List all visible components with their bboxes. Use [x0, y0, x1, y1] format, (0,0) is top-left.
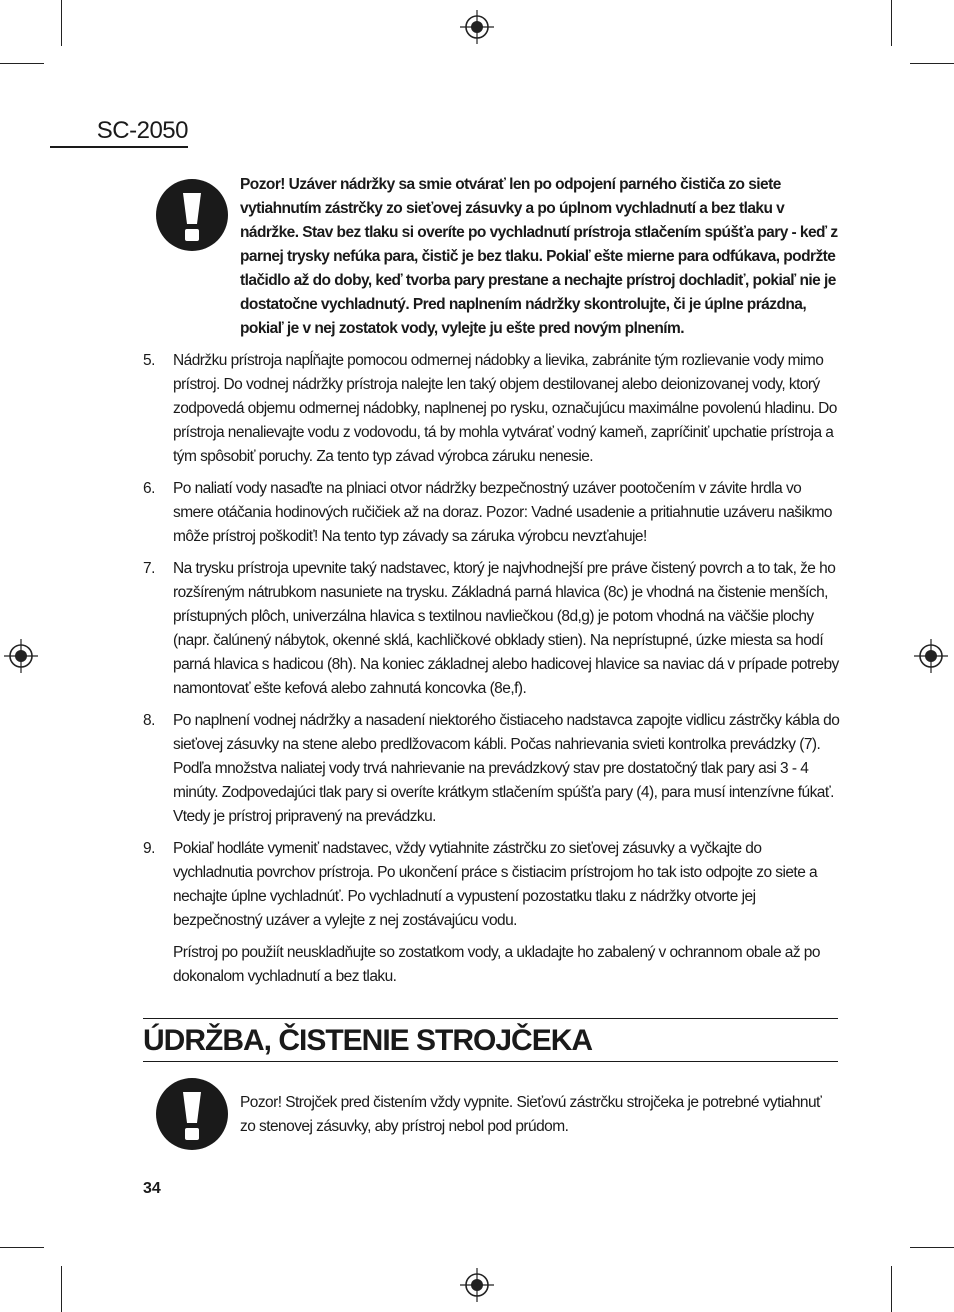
list-item-text: Na trysku prístroja upevnite taký nadstavec, ktorý je najvhodnejší pre práve čistený povrch a to tak, že ho rozšíreným nátrubkom nasuniete na trysku. Základná parná hlavica (8c) je vhodná na čistenie menších, prístupných plôch, univerzálna hlavica s textilnou navliečkou (8d,g) je potom vhodná na väčšie plochy (napr. čalúnený nábytok, okenné sklá, kachličkové obklady stien). Na neprístupné, úzke miesta sa hodí parná hlavica s hadicou (8h). Na koniec základnej alebo hadicovej hlavice sa naviac dá v prípade potreby namontovať ešte kefová alebo zahnutá koncovka (8e,f). — [173, 560, 839, 697]
list-item-text: Nádržku prístroja napĺňajte pomocou odmernej nádobky a lievika, zabránite tým rozlievanie vody mimo prístroj. Do vodnej nádržky prístroja nalejte len taký objem destilovanej alebo deionizovanej vody, ktorý zodpovedá objemu odmernej nádobky, naplnenej po rysku, označujúcu maximálne povolenú hladinu. Do prístroja nenalievajte vodu z vodovodu, tá by mohla vytvárať vodný kameň, zapríčiniť upchatie prístroja a tým spôsobiť poruchy. Za tento typ závad výrobca záruku nenesie. — [173, 352, 837, 465]
registration-mark-icon — [460, 1268, 494, 1302]
list-item — [143, 837, 843, 933]
crop-mark — [0, 63, 44, 64]
list-item — [143, 477, 843, 549]
exclamation-icon — [156, 1078, 228, 1150]
list-item — [143, 709, 843, 829]
list-item-number: 7. — [143, 560, 155, 577]
list-item-number: 5. — [143, 352, 155, 369]
registration-mark-icon — [460, 10, 494, 44]
crop-mark — [61, 0, 62, 46]
list-item-number: 6. — [143, 480, 155, 497]
crop-mark — [891, 1266, 892, 1312]
list-item — [143, 349, 843, 469]
warning-text: Pozor! Uzáver nádržky sa smie otvárať len po odpojení parného čističa zo siete vytiahnutím zástrčky zo sieťovej zásuvky a po úplnom vychladnutí a bez tlaku v nádržke. Stav bez tlaku si overíte po vychladnutí prístroja stlačením spúšťa pary - keď z parnej trysky nefúka para, čistič je bez tlaku. Pokiaľ ešte mierne para odfúkava, podržte tlačidlo až do doby, keď tvorba pary prestane a nechajte prístroj dochladiť, pokiaľ nie je dostatočne vychladnutý. Pred naplnením nádržky skontrolujte, či je úplne prázdna, pokiaľ je v nej zostatok vody, vylejte ju ešte pred novým plnením. — [240, 176, 838, 337]
crop-mark — [0, 1247, 44, 1248]
warning-text: Pozor! Strojček pred čistením vždy vypnite. Sieťovú zástrčku strojčeka je potrebné vytiahnuť zo stenovej zásuvky, aby prístroj nebol pod prúdom. — [240, 1094, 822, 1135]
list-item-number: 8. — [143, 712, 155, 729]
list-item-text: Po naplnení vodnej nádržky a nasadení niektorého čistiaceho nadstavca zapojte vidlicu zástrčky kábla do sieťovej zásuvky na stene alebo predlžovacom kábli. Počas nahrievania svieti kontrolka prevádzky (7). Podľa množstva naliatej vody trvá nahrievanie na prevádzkový stav pre dostatočný tlak pary asi 3 - 4 minúty. Zodpovedajúci tlak pary si overíte krátkym stlačením spúšťa pary (4), para musí intenzívne fúkať. Vtedy je prístroj pripravený na prevádzku. — [173, 712, 840, 825]
page-number: 34 — [143, 1180, 161, 1197]
section-title: ÚDRŽBA, ČISTENIE STROJČEKA — [143, 1024, 593, 1057]
list-item-number: 9. — [143, 840, 155, 857]
paragraph: Prístroj po použiít neuskladňujte so zostatkom vody, a ukladajte ho zabalený v ochrannom obale až po dokonalom vychladnutí a bez tlaku. — [173, 944, 820, 985]
crop-mark — [61, 1266, 62, 1312]
list-item-text: Po naliatí vody nasaďte na plniaci otvor nádržky bezpečnostný uzáver pootočením v závite hrdla vo smere otáčania hodinových ručičiek až na doraz. Pozor: Vadné usadenie a pritiahnutie uzáveru našikmo môže prístroj poškodiť! Na tento typ závady sa záruka výrobcu nevzťahuje! — [173, 480, 832, 545]
section-rule-bottom — [143, 1061, 838, 1062]
crop-mark — [910, 63, 954, 64]
model-name: SC-2050 — [50, 116, 188, 148]
list-item — [143, 557, 843, 701]
crop-mark — [891, 0, 892, 46]
exclamation-icon — [156, 179, 228, 251]
crop-mark — [910, 1247, 954, 1248]
registration-mark-icon — [914, 639, 948, 673]
list-item-text: Pokiaľ hodláte vymeniť nadstavec, vždy vytiahnite zástrčku zo sieťovej zásuvky a vyčkajte do vychladnutia povrchov prístroja. Po ukončení práce s čistiacim prístrojom ho tak isto odpojte zo siete a nechajte úplne vychladnúť. Po vychladnutí a vypustení pozostatku tlaku z nádržky otvorte jej bezpečnostný uzáver a vylejte z nej zostávajúcu vodu. — [173, 840, 818, 929]
registration-mark-icon — [4, 639, 38, 673]
section-rule-top — [143, 1018, 838, 1019]
